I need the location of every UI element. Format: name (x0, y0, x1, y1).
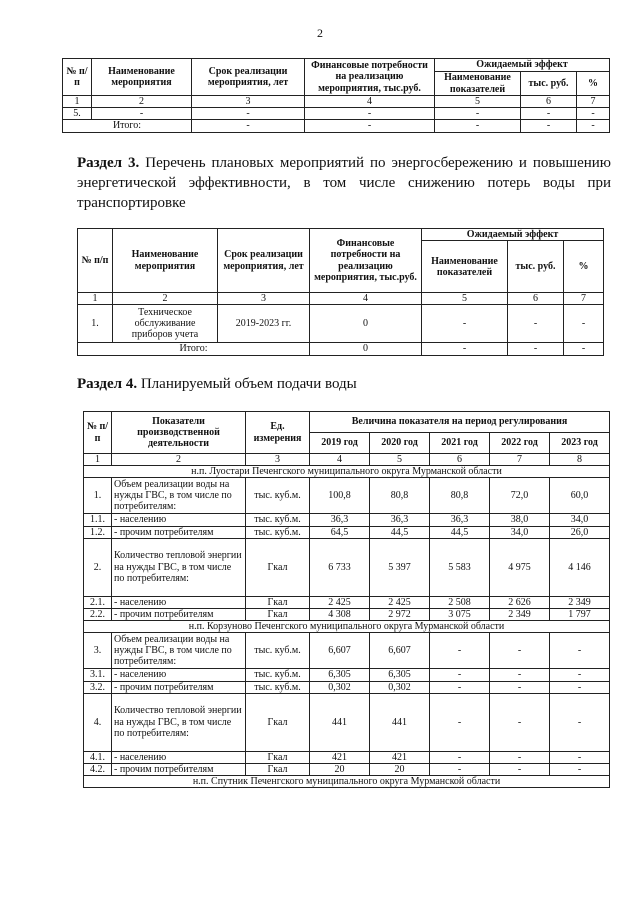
cell: 2 (113, 293, 218, 305)
row-number: 2.2. (84, 608, 112, 620)
cell: 8 (550, 454, 610, 466)
row-value: - (430, 763, 490, 775)
row-value: - (550, 681, 610, 693)
row-indicator: - населению (112, 669, 246, 681)
row-indicator: - прочим потребителям (112, 608, 246, 620)
table-row (84, 608, 610, 620)
cell: 5. (63, 108, 92, 120)
row-value: 34,0 (490, 526, 550, 538)
row-value: 80,8 (370, 478, 430, 514)
table-row (84, 514, 610, 526)
col-indicator-name: Наименование показателей (422, 241, 508, 293)
row-value: - (550, 669, 610, 681)
col-term: Срок реализации мероприятия, лет (218, 229, 310, 293)
col-number: № п/п (78, 229, 113, 293)
row-number: 1.2. (84, 526, 112, 538)
cell: - (422, 305, 508, 343)
col-effect: Ожидаемый эффект (422, 229, 604, 241)
row-value: 4 308 (310, 608, 370, 620)
table-water-supply-volume (83, 411, 610, 788)
cell: - (564, 343, 604, 355)
row-value: 6,305 (370, 669, 430, 681)
row-value: 6 733 (310, 538, 370, 596)
row-value: 1 797 (550, 608, 610, 620)
row-value: - (490, 669, 550, 681)
cell: 6 (430, 454, 490, 466)
row-value: 60,0 (550, 478, 610, 514)
section-3-text: Перечень плановых мероприятий по энергосбережению и повышению энергетической эффективности, в том числе снижению потерь воды при транспортировке (77, 155, 611, 211)
row-value: 38,0 (490, 514, 550, 526)
cell: 7 (490, 454, 550, 466)
row-unit: тыс. куб.м. (246, 681, 310, 693)
row-value: - (490, 763, 550, 775)
settlement-row (84, 466, 610, 478)
table-row (84, 526, 610, 538)
row-number: 2. (84, 538, 112, 596)
row-unit: тыс. куб.м. (246, 526, 310, 538)
row-value: 36,3 (430, 514, 490, 526)
table-row (84, 763, 610, 775)
row-indicator: - прочим потребителям (112, 526, 246, 538)
settlement-title: н.п. Спутник Печенгского муниципального округа Мурманской области (84, 776, 610, 788)
col-year: 2020 год (370, 433, 430, 454)
cell: Техническое обслуживание приборов учета (113, 305, 218, 343)
row-value: 26,0 (550, 526, 610, 538)
row-indicator: - населению (112, 596, 246, 608)
cell: - (305, 120, 435, 132)
table-row (63, 108, 610, 120)
cell: 4 (310, 454, 370, 466)
row-value: 34,0 (550, 514, 610, 526)
numbering-row (84, 454, 610, 466)
table-row (84, 693, 610, 751)
row-value: 6,607 (370, 633, 430, 669)
row-indicator: - прочим потребителям (112, 763, 246, 775)
cell: - (577, 120, 610, 132)
cell: - (435, 108, 521, 120)
row-value: 72,0 (490, 478, 550, 514)
row-unit: тыс. куб.м. (246, 514, 310, 526)
row-value: 20 (370, 763, 430, 775)
row-value: - (430, 633, 490, 669)
row-value: 441 (310, 693, 370, 751)
cell: 2 (112, 454, 246, 466)
col-year: 2019 год (310, 433, 370, 454)
row-value: 6,607 (310, 633, 370, 669)
cell: 2019-2023 гг. (218, 305, 310, 343)
cell: - (92, 108, 192, 120)
row-number: 4.1. (84, 751, 112, 763)
table-row (84, 538, 610, 596)
cell: - (422, 343, 508, 355)
row-value: 6,305 (310, 669, 370, 681)
row-unit: Гкал (246, 763, 310, 775)
row-indicator: - населению (112, 751, 246, 763)
cell: 2 (92, 96, 192, 108)
cell: 7 (577, 96, 610, 108)
row-unit: Гкал (246, 608, 310, 620)
col-year: 2022 год (490, 433, 550, 454)
cell: 1 (84, 454, 112, 466)
row-value: 36,3 (310, 514, 370, 526)
row-value: 2 349 (550, 596, 610, 608)
cell: 5 (435, 96, 521, 108)
table-row (84, 751, 610, 763)
col-effect: Ожидаемый эффект (435, 59, 610, 72)
section-4-label: Раздел 4. (77, 376, 138, 392)
cell: 4 (305, 96, 435, 108)
row-value: 2 626 (490, 596, 550, 608)
col-percent: % (564, 241, 604, 293)
cell: 4 (310, 293, 422, 305)
row-number: 1.1. (84, 514, 112, 526)
row-value: 2 349 (490, 608, 550, 620)
row-indicator: - населению (112, 514, 246, 526)
settlement-row (84, 621, 610, 633)
cell: - (564, 305, 604, 343)
cell: 5 (370, 454, 430, 466)
row-unit: Гкал (246, 538, 310, 596)
row-indicator: - прочим потребителям (112, 681, 246, 693)
row-number: 4. (84, 693, 112, 751)
row-number: 4.2. (84, 763, 112, 775)
row-indicator: Объем реализации воды на нужды ГВС, в том числе по потребителям: (112, 633, 246, 669)
row-value: - (550, 763, 610, 775)
row-unit: Гкал (246, 596, 310, 608)
row-value: - (550, 633, 610, 669)
cell: - (192, 120, 305, 132)
row-value: 2 425 (370, 596, 430, 608)
cell: 6 (521, 96, 577, 108)
table-row (78, 305, 604, 343)
page-number: 2 (317, 26, 323, 40)
total-row (63, 120, 610, 132)
cell: 7 (564, 293, 604, 305)
table-row (84, 596, 610, 608)
row-unit: Гкал (246, 693, 310, 751)
col-finance: Финансовые потребности на реализацию мероприятия, тыс.руб. (310, 229, 422, 293)
table-energy-saving-measures (77, 228, 604, 356)
cell: - (435, 120, 521, 132)
row-value: - (550, 751, 610, 763)
total-label: Итого: (78, 343, 310, 355)
cell: 1. (78, 305, 113, 343)
cell: 5 (422, 293, 508, 305)
row-value: 44,5 (370, 526, 430, 538)
col-name: Наименование мероприятия (92, 59, 192, 96)
row-value: - (490, 693, 550, 751)
settlement-title: н.п. Корзуново Печенгского муниципального округа Мурманской области (84, 621, 610, 633)
row-value: 100,8 (310, 478, 370, 514)
row-value: 421 (370, 751, 430, 763)
row-value: 20 (310, 763, 370, 775)
row-value: 3 075 (430, 608, 490, 620)
col-term: Срок реализации мероприятия, лет (192, 59, 305, 96)
col-indicator-name: Наименование показателей (435, 72, 521, 96)
numbering-row (63, 96, 610, 108)
col-thousand-rub: тыс. руб. (521, 72, 577, 96)
col-indicator: Показатели производственной деятельности (112, 412, 246, 454)
row-value: 2 508 (430, 596, 490, 608)
cell: 1 (78, 293, 113, 305)
col-period-value: Величина показателя на период регулирования (310, 412, 610, 433)
total-label: Итого: (63, 120, 192, 132)
col-name: Наименование мероприятия (113, 229, 218, 293)
row-value: 0,302 (370, 681, 430, 693)
row-value: 64,5 (310, 526, 370, 538)
row-value: 421 (310, 751, 370, 763)
row-value: 5 583 (430, 538, 490, 596)
row-value: 2 972 (370, 608, 430, 620)
row-value: - (430, 669, 490, 681)
row-unit: тыс. куб.м. (246, 633, 310, 669)
cell: 0 (310, 305, 422, 343)
row-indicator: Объем реализации воды на нужды ГВС, в том числе по потребителям: (112, 478, 246, 514)
row-unit: тыс. куб.м. (246, 478, 310, 514)
table-row (84, 669, 610, 681)
cell: 3 (218, 293, 310, 305)
row-number: 3.1. (84, 669, 112, 681)
row-value: - (430, 751, 490, 763)
cell: 1 (63, 96, 92, 108)
col-number: № п/п (84, 412, 112, 454)
row-unit: тыс. куб.м. (246, 669, 310, 681)
row-value: 4 146 (550, 538, 610, 596)
cell: 0 (310, 343, 422, 355)
col-finance: Финансовые потребности на реализацию мероприятия, тыс.руб. (305, 59, 435, 96)
cell: - (577, 108, 610, 120)
row-value: 80,8 (430, 478, 490, 514)
row-number: 1. (84, 478, 112, 514)
cell: 3 (246, 454, 310, 466)
table-row (84, 681, 610, 693)
col-percent: % (577, 72, 610, 96)
cell: - (305, 108, 435, 120)
cell: 6 (508, 293, 564, 305)
total-row (78, 343, 604, 355)
row-indicator: Количество тепловой энергии на нужды ГВС, в том числе по потребителям: (112, 693, 246, 751)
row-value: 2 425 (310, 596, 370, 608)
row-value: 44,5 (430, 526, 490, 538)
row-number: 3.2. (84, 681, 112, 693)
cell: - (192, 108, 305, 120)
table-row (84, 633, 610, 669)
cell: 3 (192, 96, 305, 108)
row-number: 2.1. (84, 596, 112, 608)
col-unit: Ед. измерения (246, 412, 310, 454)
row-value: 4 975 (490, 538, 550, 596)
row-value: 36,3 (370, 514, 430, 526)
row-value: - (490, 633, 550, 669)
cell: - (508, 305, 564, 343)
numbering-row (78, 293, 604, 305)
row-indicator: Количество тепловой энергии на нужды ГВС, в том числе по потребителям: (112, 538, 246, 596)
row-value: - (430, 681, 490, 693)
section-4-heading (77, 376, 357, 393)
col-thousand-rub: тыс. руб. (508, 241, 564, 293)
col-year: 2021 год (430, 433, 490, 454)
col-year: 2023 год (550, 433, 610, 454)
table-row (84, 478, 610, 514)
settlement-title: н.п. Луостари Печенгского муниципального округа Мурманской области (84, 466, 610, 478)
cell: - (521, 120, 577, 132)
row-value: - (550, 693, 610, 751)
col-number: № п/п (63, 59, 92, 96)
row-value: - (430, 693, 490, 751)
row-value: - (490, 681, 550, 693)
row-value: - (490, 751, 550, 763)
section-3-heading (77, 153, 611, 213)
header-row (84, 412, 610, 433)
row-value: 0,302 (310, 681, 370, 693)
settlement-row (84, 776, 610, 788)
row-number: 3. (84, 633, 112, 669)
row-value: 5 397 (370, 538, 430, 596)
row-value: 441 (370, 693, 430, 751)
section-4-text: Планируемый объем подачи воды (140, 376, 357, 392)
cell: - (521, 108, 577, 120)
section-3-label: Раздел 3. (77, 155, 140, 171)
row-unit: Гкал (246, 751, 310, 763)
cell: - (508, 343, 564, 355)
table-measures-continued (62, 58, 610, 133)
